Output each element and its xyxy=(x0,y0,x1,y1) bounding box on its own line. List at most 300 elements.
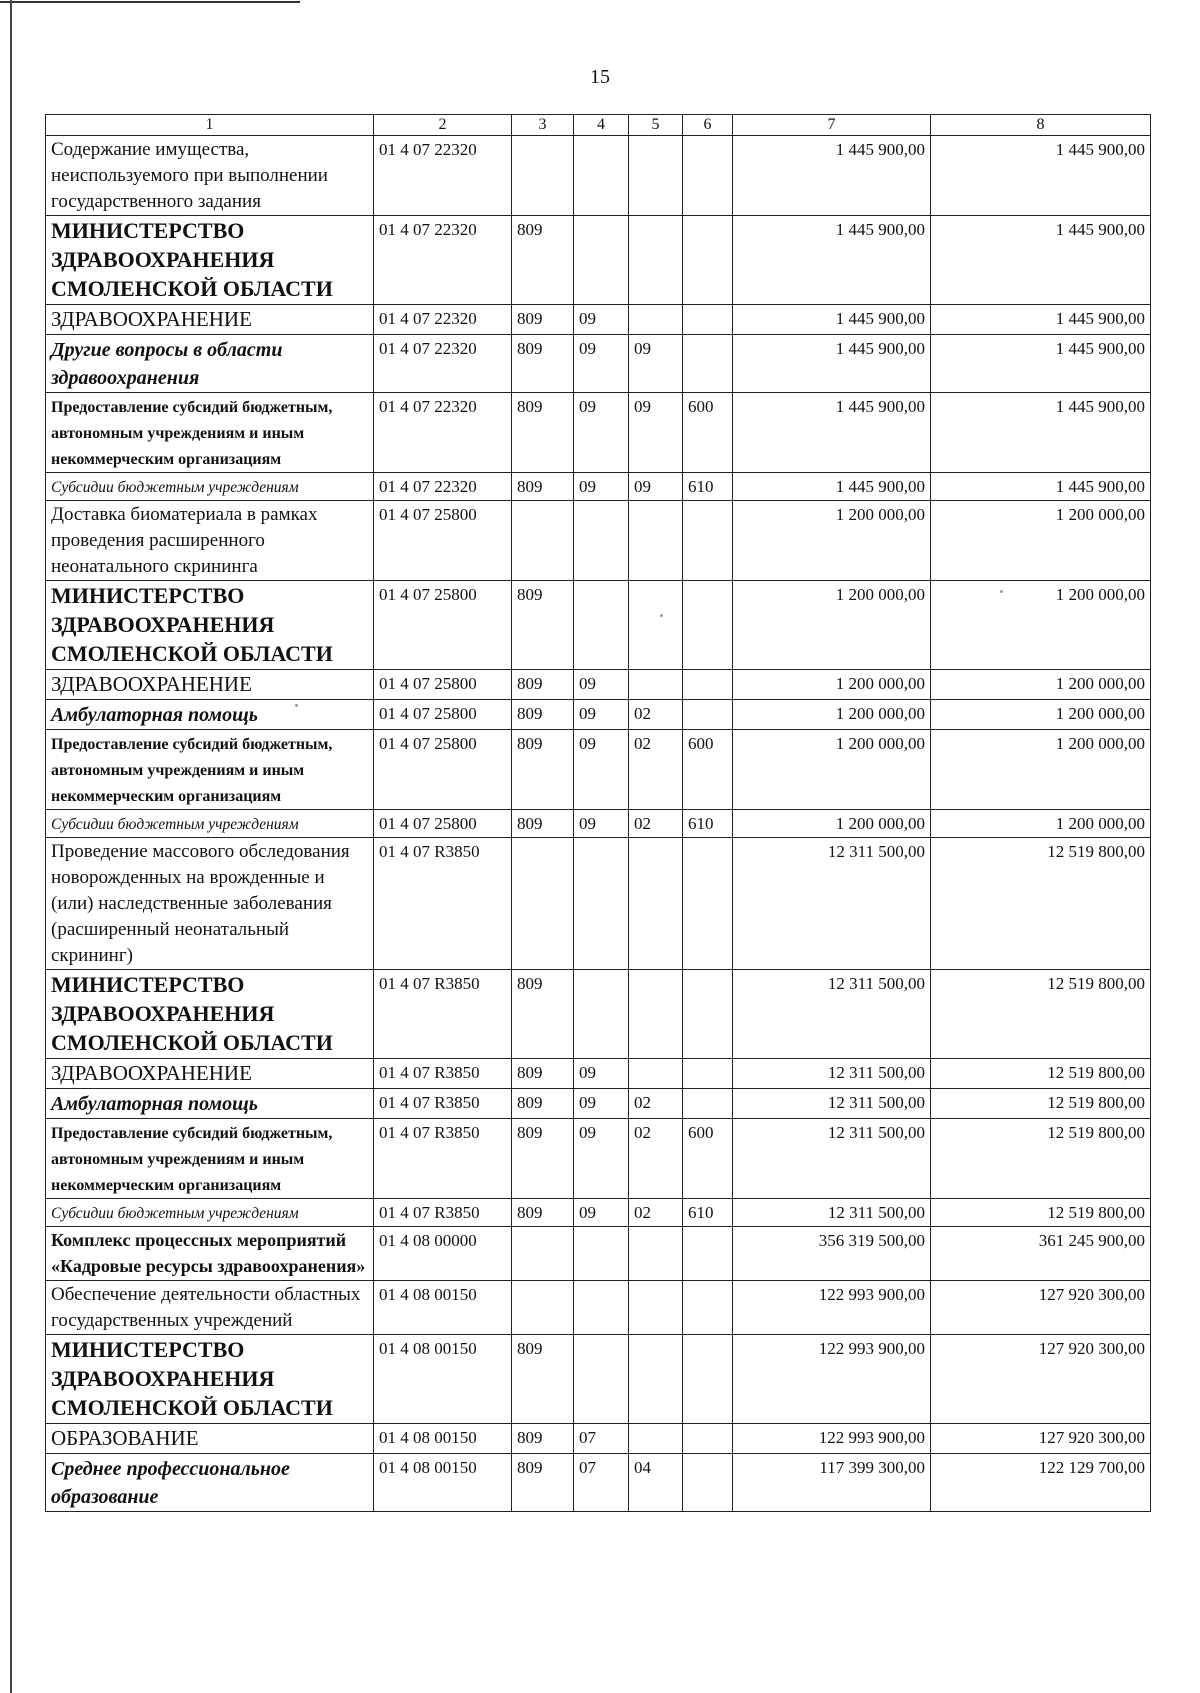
section-code-cell xyxy=(574,1281,629,1335)
target-code: 01 4 08 00150 xyxy=(379,1428,477,1447)
expense-type-code-cell xyxy=(683,670,733,700)
amount-year-2-cell xyxy=(931,838,1151,970)
expense-type-code-cell xyxy=(683,810,733,838)
amount-year-1-cell xyxy=(733,136,931,216)
table-row xyxy=(46,305,1151,335)
item-name-cell xyxy=(46,810,374,838)
amount-year-1: 122 993 900,00 xyxy=(818,1428,925,1447)
table-row xyxy=(46,1335,1151,1424)
expense-type-code-cell xyxy=(683,1424,733,1454)
expense-type-code-cell xyxy=(683,838,733,970)
amount-year-1-cell xyxy=(733,1119,931,1199)
section-code-cell xyxy=(574,1454,629,1512)
expense-type-code: 610 xyxy=(688,1203,714,1222)
item-name-cell xyxy=(46,700,374,730)
grbs-code-cell xyxy=(512,838,574,970)
grbs-code: 809 xyxy=(517,220,543,239)
grbs-code: 809 xyxy=(517,309,543,328)
item-name-cell xyxy=(46,838,374,970)
expense-type-code-cell xyxy=(683,1227,733,1281)
target-code-cell xyxy=(374,1199,512,1227)
amount-year-1-cell xyxy=(733,1227,931,1281)
amount-year-2-cell xyxy=(931,216,1151,305)
target-code-cell xyxy=(374,473,512,501)
target-code: 01 4 07 25800 xyxy=(379,674,477,693)
expense-type-code-cell xyxy=(683,1454,733,1512)
amount-year-2: 12 519 800,00 xyxy=(1047,842,1145,861)
amount-year-2-cell xyxy=(931,1119,1151,1199)
target-code: 01 4 08 00150 xyxy=(379,1339,477,1358)
amount-year-1-cell xyxy=(733,1424,931,1454)
amount-year-1-cell xyxy=(733,700,931,730)
grbs-code-cell xyxy=(512,970,574,1059)
section-code-cell xyxy=(574,1227,629,1281)
amount-year-1: 1 445 900,00 xyxy=(835,397,925,416)
section-code: 09 xyxy=(579,734,596,753)
amount-year-1-cell xyxy=(733,501,931,581)
section-code-cell xyxy=(574,1335,629,1424)
target-code-cell xyxy=(374,670,512,700)
expense-type-code-cell xyxy=(683,700,733,730)
amount-year-1-cell xyxy=(733,1089,931,1119)
target-code-cell xyxy=(374,810,512,838)
item-name-cell xyxy=(46,305,374,335)
subsection-code-cell xyxy=(629,1227,683,1281)
expense-type-code-cell xyxy=(683,970,733,1059)
amount-year-2-cell xyxy=(931,700,1151,730)
target-code-cell xyxy=(374,216,512,305)
amount-year-1-cell xyxy=(733,730,931,810)
table-row xyxy=(46,670,1151,700)
subsection-code: 02 xyxy=(634,734,651,753)
amount-year-2: 1 200 000,00 xyxy=(1055,585,1145,604)
amount-year-2: 1 200 000,00 xyxy=(1055,704,1145,723)
amount-year-2: 12 519 800,00 xyxy=(1047,974,1145,993)
target-code-cell xyxy=(374,730,512,810)
grbs-code-cell xyxy=(512,581,574,670)
amount-year-1: 12 311 500,00 xyxy=(827,1063,925,1082)
subsection-code-cell xyxy=(629,136,683,216)
target-code-cell xyxy=(374,1119,512,1199)
grbs-code-cell xyxy=(512,473,574,501)
table-row xyxy=(46,581,1151,670)
item-name-cell xyxy=(46,1454,374,1512)
item-name: МИНИСТЕРСТВО ЗДРАВООХРАНЕНИЯ СМОЛЕНСКОЙ ОБЛАСТИ xyxy=(51,218,333,301)
amount-year-1-cell xyxy=(733,1454,931,1512)
section-code: 07 xyxy=(579,1428,596,1447)
target-code-cell xyxy=(374,1281,512,1335)
subsection-code-cell xyxy=(629,838,683,970)
expense-type-code: 600 xyxy=(688,734,714,753)
expense-type-code-cell xyxy=(683,216,733,305)
amount-year-1-cell xyxy=(733,970,931,1059)
section-code: 09 xyxy=(579,814,596,833)
expense-type-code-cell xyxy=(683,1335,733,1424)
grbs-code: 809 xyxy=(517,1123,543,1142)
item-name-cell xyxy=(46,970,374,1059)
grbs-code: 809 xyxy=(517,339,543,358)
subsection-code: 02 xyxy=(634,1123,651,1142)
section-code: 07 xyxy=(579,1458,596,1477)
table-row xyxy=(46,136,1151,216)
amount-year-2-cell xyxy=(931,1335,1151,1424)
section-code: 09 xyxy=(579,309,596,328)
amount-year-1-cell xyxy=(733,1199,931,1227)
target-code-cell xyxy=(374,1089,512,1119)
header-cell: 2 xyxy=(374,115,512,136)
section-code: 09 xyxy=(579,1063,596,1082)
subsection-code: 02 xyxy=(634,1093,651,1112)
grbs-code-cell xyxy=(512,1454,574,1512)
amount-year-2-cell xyxy=(931,1227,1151,1281)
subsection-code: 09 xyxy=(634,397,651,416)
subsection-code-cell xyxy=(629,1424,683,1454)
expense-type-code-cell xyxy=(683,473,733,501)
amount-year-2-cell xyxy=(931,581,1151,670)
target-code-cell xyxy=(374,1227,512,1281)
item-name: МИНИСТЕРСТВО ЗДРАВООХРАНЕНИЯ СМОЛЕНСКОЙ ОБЛАСТИ xyxy=(51,1337,333,1420)
item-name-cell xyxy=(46,670,374,700)
grbs-code-cell xyxy=(512,1281,574,1335)
amount-year-2-cell xyxy=(931,1281,1151,1335)
amount-year-1-cell xyxy=(733,473,931,501)
target-code-cell xyxy=(374,501,512,581)
section-code: 09 xyxy=(579,674,596,693)
section-code-cell xyxy=(574,501,629,581)
table-row xyxy=(46,335,1151,393)
amount-year-1-cell xyxy=(733,335,931,393)
item-name: Среднее профессиональное образование xyxy=(51,1458,290,1508)
scan-speck xyxy=(1000,590,1003,593)
item-name: Предоставление субсидий бюджетным, автономным учреждениям и иным некоммерческим организациям xyxy=(51,736,333,805)
expense-type-code-cell xyxy=(683,501,733,581)
amount-year-1-cell xyxy=(733,1281,931,1335)
amount-year-1-cell xyxy=(733,670,931,700)
grbs-code-cell xyxy=(512,1089,574,1119)
target-code: 01 4 07 25800 xyxy=(379,505,477,524)
section-code: 09 xyxy=(579,477,596,496)
grbs-code-cell xyxy=(512,1335,574,1424)
item-name-cell xyxy=(46,1059,374,1089)
item-name: ОБРАЗОВАНИЕ xyxy=(51,1426,199,1450)
expense-type-code: 610 xyxy=(688,477,714,496)
amount-year-1: 1 200 000,00 xyxy=(835,674,925,693)
grbs-code-cell xyxy=(512,1119,574,1199)
amount-year-2: 1 200 000,00 xyxy=(1055,674,1145,693)
table-row xyxy=(46,393,1151,473)
amount-year-2-cell xyxy=(931,1059,1151,1089)
grbs-code-cell xyxy=(512,393,574,473)
amount-year-1: 1 445 900,00 xyxy=(835,220,925,239)
target-code: 01 4 08 00150 xyxy=(379,1285,477,1304)
grbs-code-cell xyxy=(512,501,574,581)
item-name-cell xyxy=(46,216,374,305)
item-name: ЗДРАВООХРАНЕНИЕ xyxy=(51,672,252,696)
amount-year-2: 1 445 900,00 xyxy=(1055,339,1145,358)
subsection-code: 09 xyxy=(634,339,651,358)
table-row xyxy=(46,970,1151,1059)
item-name-cell xyxy=(46,1227,374,1281)
item-name: Обеспечение деятельности областных государственных учреждений xyxy=(51,1284,361,1331)
amount-year-2: 1 200 000,00 xyxy=(1055,814,1145,833)
amount-year-1: 1 200 000,00 xyxy=(835,505,925,524)
section-code-cell xyxy=(574,581,629,670)
item-name: ЗДРАВООХРАНЕНИЕ xyxy=(51,307,252,331)
amount-year-1: 1 445 900,00 xyxy=(835,309,925,328)
target-code: 01 4 07 R3850 xyxy=(379,1063,480,1082)
grbs-code-cell xyxy=(512,1199,574,1227)
subsection-code: 02 xyxy=(634,1203,651,1222)
amount-year-1-cell xyxy=(733,216,931,305)
item-name-cell xyxy=(46,730,374,810)
target-code: 01 4 07 22320 xyxy=(379,477,477,496)
amount-year-1: 1 445 900,00 xyxy=(835,339,925,358)
expense-type-code-cell xyxy=(683,1089,733,1119)
grbs-code: 809 xyxy=(517,1093,543,1112)
header-cell: 6 xyxy=(683,115,733,136)
item-name: Предоставление субсидий бюджетным, автономным учреждениям и иным некоммерческим организациям xyxy=(51,1125,333,1194)
amount-year-2-cell xyxy=(931,1454,1151,1512)
target-code-cell xyxy=(374,136,512,216)
section-code-cell xyxy=(574,216,629,305)
amount-year-1-cell xyxy=(733,1335,931,1424)
amount-year-1: 12 311 500,00 xyxy=(827,842,925,861)
subsection-code-cell xyxy=(629,1119,683,1199)
subsection-code-cell xyxy=(629,1454,683,1512)
header-cell: 1 xyxy=(46,115,374,136)
table-row xyxy=(46,1089,1151,1119)
amount-year-2-cell xyxy=(931,670,1151,700)
grbs-code: 809 xyxy=(517,704,543,723)
subsection-code-cell xyxy=(629,810,683,838)
grbs-code: 809 xyxy=(517,397,543,416)
section-code-cell xyxy=(574,305,629,335)
item-name-cell xyxy=(46,1335,374,1424)
target-code: 01 4 07 25800 xyxy=(379,585,477,604)
target-code: 01 4 08 00150 xyxy=(379,1458,477,1477)
expense-type-code-cell xyxy=(683,335,733,393)
grbs-code-cell xyxy=(512,1424,574,1454)
section-code-cell xyxy=(574,1059,629,1089)
header-cell: 5 xyxy=(629,115,683,136)
amount-year-1: 12 311 500,00 xyxy=(827,1123,925,1142)
subsection-code: 09 xyxy=(634,477,651,496)
item-name: Амбулаторная помощь xyxy=(51,1093,258,1115)
amount-year-2: 1 445 900,00 xyxy=(1055,477,1145,496)
item-name: Субсидии бюджетным учреждениям xyxy=(51,816,299,833)
budget-table xyxy=(45,114,1151,1512)
table-row xyxy=(46,501,1151,581)
scan-edge-left xyxy=(10,0,12,1693)
amount-year-2-cell xyxy=(931,810,1151,838)
item-name: Амбулаторная помощь xyxy=(51,704,258,726)
amount-year-1-cell xyxy=(733,810,931,838)
grbs-code: 809 xyxy=(517,1458,543,1477)
grbs-code: 809 xyxy=(517,974,543,993)
target-code-cell xyxy=(374,305,512,335)
section-code-cell xyxy=(574,1089,629,1119)
expense-type-code: 600 xyxy=(688,1123,714,1142)
header-cell: 3 xyxy=(512,115,574,136)
section-code: 09 xyxy=(579,704,596,723)
target-code: 01 4 07 R3850 xyxy=(379,1093,480,1112)
section-code-cell xyxy=(574,1119,629,1199)
grbs-code-cell xyxy=(512,1059,574,1089)
section-code-cell xyxy=(574,970,629,1059)
subsection-code: 02 xyxy=(634,704,651,723)
expense-type-code-cell xyxy=(683,581,733,670)
target-code: 01 4 07 25800 xyxy=(379,734,477,753)
header-cell: 4 xyxy=(574,115,629,136)
target-code: 01 4 07 R3850 xyxy=(379,1203,480,1222)
amount-year-1: 117 399 300,00 xyxy=(819,1458,925,1477)
section-code: 09 xyxy=(579,339,596,358)
section-code-cell xyxy=(574,730,629,810)
header-cell: 7 xyxy=(733,115,931,136)
subsection-code-cell xyxy=(629,305,683,335)
amount-year-1: 12 311 500,00 xyxy=(827,1203,925,1222)
item-name: Субсидии бюджетным учреждениям xyxy=(51,1205,299,1222)
item-name: Проведение массового обследования новорожденных на врожденные и (или) наследственные заболевания (расширенный неонатальный скрининг) xyxy=(51,841,350,966)
amount-year-1: 356 319 500,00 xyxy=(818,1231,925,1250)
target-code-cell xyxy=(374,1059,512,1089)
amount-year-1-cell xyxy=(733,838,931,970)
grbs-code: 809 xyxy=(517,734,543,753)
target-code: 01 4 07 22320 xyxy=(379,397,477,416)
target-code: 01 4 07 22320 xyxy=(379,220,477,239)
amount-year-2: 1 445 900,00 xyxy=(1055,397,1145,416)
amount-year-1: 1 200 000,00 xyxy=(835,734,925,753)
section-code: 09 xyxy=(579,397,596,416)
grbs-code: 809 xyxy=(517,585,543,604)
section-code-cell xyxy=(574,810,629,838)
grbs-code: 809 xyxy=(517,1339,543,1358)
item-name-cell xyxy=(46,335,374,393)
target-code: 01 4 07 R3850 xyxy=(379,974,480,993)
target-code: 01 4 07 R3850 xyxy=(379,842,480,861)
target-code-cell xyxy=(374,335,512,393)
item-name: Доставка биоматериала в рамках проведения расширенного неонатального скрининга xyxy=(51,504,318,577)
amount-year-2-cell xyxy=(931,730,1151,810)
section-code: 09 xyxy=(579,1123,596,1142)
amount-year-1: 12 311 500,00 xyxy=(827,974,925,993)
table-body xyxy=(46,115,1151,1512)
grbs-code-cell xyxy=(512,1227,574,1281)
amount-year-2-cell xyxy=(931,473,1151,501)
target-code: 01 4 07 22320 xyxy=(379,140,477,159)
target-code: 01 4 07 22320 xyxy=(379,309,477,328)
subsection-code-cell xyxy=(629,1059,683,1089)
amount-year-2: 12 519 800,00 xyxy=(1047,1123,1145,1142)
subsection-code-cell xyxy=(629,1281,683,1335)
item-name: МИНИСТЕРСТВО ЗДРАВООХРАНЕНИЯ СМОЛЕНСКОЙ ОБЛАСТИ xyxy=(51,972,333,1055)
section-code-cell xyxy=(574,136,629,216)
item-name: Предоставление субсидий бюджетным, автономным учреждениям и иным некоммерческим организациям xyxy=(51,399,333,468)
amount-year-1: 1 200 000,00 xyxy=(835,814,925,833)
table-row xyxy=(46,1227,1151,1281)
section-code-cell xyxy=(574,393,629,473)
amount-year-2-cell xyxy=(931,501,1151,581)
amount-year-2: 1 200 000,00 xyxy=(1055,505,1145,524)
table-row xyxy=(46,1424,1151,1454)
item-name-cell xyxy=(46,581,374,670)
item-name-cell xyxy=(46,1424,374,1454)
amount-year-2: 127 920 300,00 xyxy=(1038,1285,1145,1304)
grbs-code-cell xyxy=(512,670,574,700)
table-row xyxy=(46,810,1151,838)
expense-type-code-cell xyxy=(683,393,733,473)
subsection-code-cell xyxy=(629,970,683,1059)
grbs-code: 809 xyxy=(517,674,543,693)
table-row xyxy=(46,1199,1151,1227)
target-code-cell xyxy=(374,393,512,473)
amount-year-1: 1 200 000,00 xyxy=(835,704,925,723)
amount-year-1: 1 445 900,00 xyxy=(835,140,925,159)
subsection-code-cell xyxy=(629,473,683,501)
table-row xyxy=(46,473,1151,501)
item-name-cell xyxy=(46,1119,374,1199)
page-number: 15 xyxy=(590,66,610,88)
grbs-code-cell xyxy=(512,700,574,730)
section-code: 09 xyxy=(579,1093,596,1112)
subsection-code-cell xyxy=(629,581,683,670)
expense-type-code-cell xyxy=(683,305,733,335)
subsection-code: 04 xyxy=(634,1458,651,1477)
grbs-code-cell xyxy=(512,730,574,810)
amount-year-1-cell xyxy=(733,1059,931,1089)
grbs-code-cell xyxy=(512,305,574,335)
amount-year-2-cell xyxy=(931,1424,1151,1454)
header-row xyxy=(46,115,1151,136)
expense-type-code: 600 xyxy=(688,397,714,416)
section-code-cell xyxy=(574,335,629,393)
section-code-cell xyxy=(574,1199,629,1227)
amount-year-2: 12 519 800,00 xyxy=(1047,1093,1145,1112)
expense-type-code-cell xyxy=(683,1059,733,1089)
item-name-cell xyxy=(46,501,374,581)
amount-year-2: 127 920 300,00 xyxy=(1038,1339,1145,1358)
table-row xyxy=(46,700,1151,730)
amount-year-2-cell xyxy=(931,970,1151,1059)
amount-year-1: 1 445 900,00 xyxy=(835,477,925,496)
table-row xyxy=(46,730,1151,810)
target-code-cell xyxy=(374,838,512,970)
amount-year-1-cell xyxy=(733,393,931,473)
section-code-cell xyxy=(574,700,629,730)
amount-year-1: 12 311 500,00 xyxy=(827,1093,925,1112)
amount-year-1-cell xyxy=(733,305,931,335)
amount-year-1: 122 993 900,00 xyxy=(818,1339,925,1358)
grbs-code: 809 xyxy=(517,1203,543,1222)
amount-year-1: 122 993 900,00 xyxy=(818,1285,925,1304)
scan-speck xyxy=(660,614,663,617)
amount-year-2-cell xyxy=(931,136,1151,216)
table-row xyxy=(46,1119,1151,1199)
item-name: Содержание имущества, неиспользуемого при выполнении государственного задания xyxy=(51,139,328,212)
target-code: 01 4 07 25800 xyxy=(379,704,477,723)
subsection-code-cell xyxy=(629,1089,683,1119)
expense-type-code-cell xyxy=(683,1199,733,1227)
target-code-cell xyxy=(374,970,512,1059)
table-row xyxy=(46,1281,1151,1335)
expense-type-code-cell xyxy=(683,1119,733,1199)
section-code-cell xyxy=(574,473,629,501)
target-code-cell xyxy=(374,700,512,730)
target-code: 01 4 08 00000 xyxy=(379,1231,477,1250)
subsection-code-cell xyxy=(629,335,683,393)
section-code-cell xyxy=(574,670,629,700)
subsection-code-cell xyxy=(629,1335,683,1424)
